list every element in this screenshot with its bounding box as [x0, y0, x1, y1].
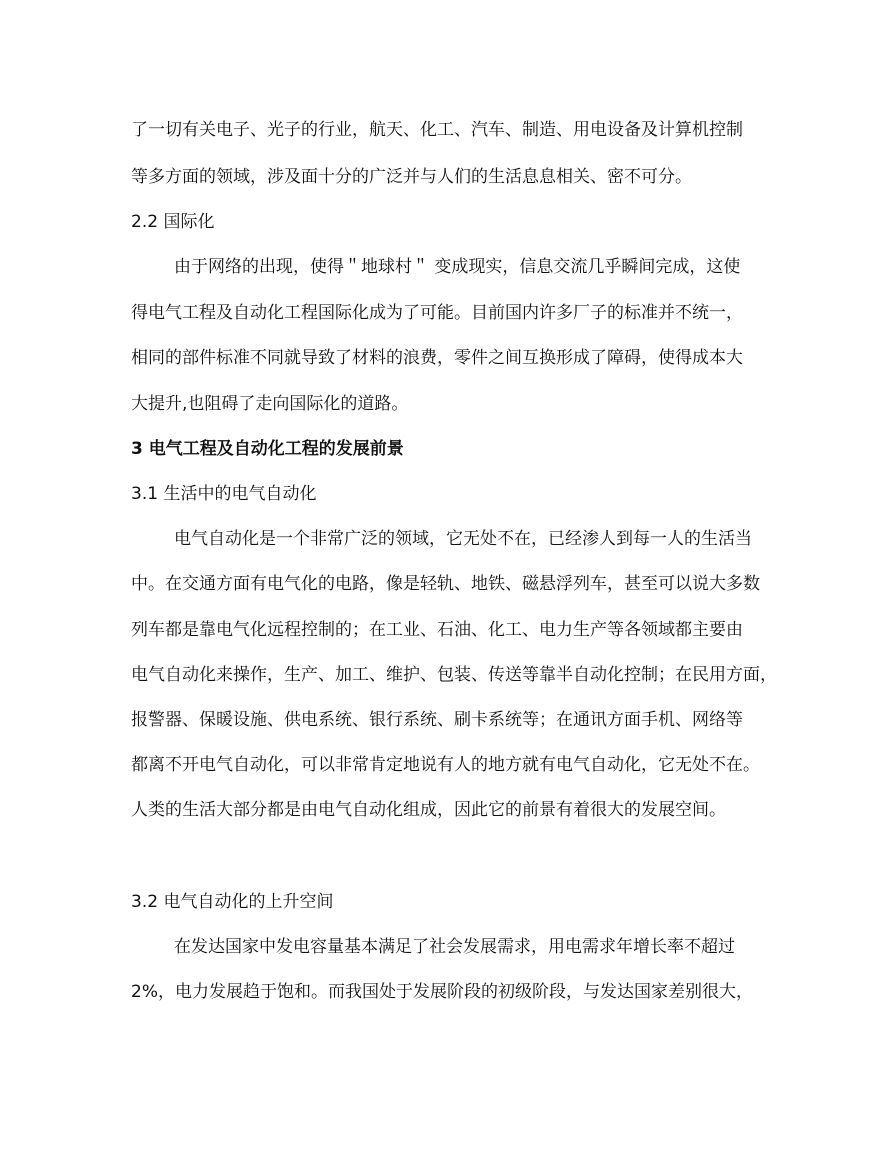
body-text-line: 等多方面的领域，涉及面十分的广泛并与人们的生活息息相关、密不可分。	[131, 167, 692, 187]
body-text-line: 都离不开电气自动化，可以非常肯定地说有人的地方就有电气自动化，它无处不在。	[131, 755, 760, 775]
section-heading-3: 3 电气工程及自动化工程的发展前景	[131, 439, 404, 459]
body-text-line: 电气自动化是一个非常广泛的领域，它无处不在，已经渗人到每一人的生活当	[174, 529, 752, 549]
section-heading-3-2: 3.2 电气自动化的上升空间	[131, 892, 334, 912]
body-text-line: 由于网络的出现，使得＂地球村＂ 变成现实，信息交流几乎瞬间完成，这使	[174, 257, 741, 277]
body-text-line: 大提升,也阻碍了走向国际化的道路。	[131, 394, 409, 414]
body-text-line: 相同的部件标准不同就导致了材料的浪费，零件之间互换形成了障碍，使得成本大	[131, 348, 743, 368]
body-text-line: 报警器、保暖设施、供电系统、银行系统、刷卡系统等；在通讯方面手机、网络等	[131, 710, 743, 730]
body-text-line: 中。在交通方面有电气化的电路，像是轻轨、地铁、磁悬浮列车，甚至可以说大多数	[131, 574, 760, 594]
body-text-line: 在发达国家中发电容量基本满足了社会发展需求，用电需求年增长率不超过	[174, 937, 735, 957]
body-text-line: 列车都是靠电气化远程控制的；在工业、石油、化工、电力生产等各领域都主要由	[131, 620, 743, 640]
section-heading-3-1: 3.1 生活中的电气自动化	[131, 484, 317, 504]
body-text-line: 得电气工程及自动化工程国际化成为了可能。目前国内许多厂子的标准并不统一，	[131, 303, 743, 323]
body-text-line: 2%，电力发展趋于饱和。而我国处于发展阶段的初级阶段，与发达国家差别很大，	[131, 982, 753, 1002]
body-text-line: 了一切有关电子、光子的行业，航天、化工、汽车、制造、用电设备及计算机控制	[131, 120, 743, 140]
body-text-line: 电气自动化来操作，生产、加工、维护、包装、传送等靠半自动化控制；在民用方面，	[131, 665, 777, 685]
body-text-line: 人类的生活大部分都是由电气自动化组成，因此它的前景有着很大的发展空间。	[131, 800, 726, 820]
section-heading-2-2: 2.2 国际化	[131, 212, 215, 232]
